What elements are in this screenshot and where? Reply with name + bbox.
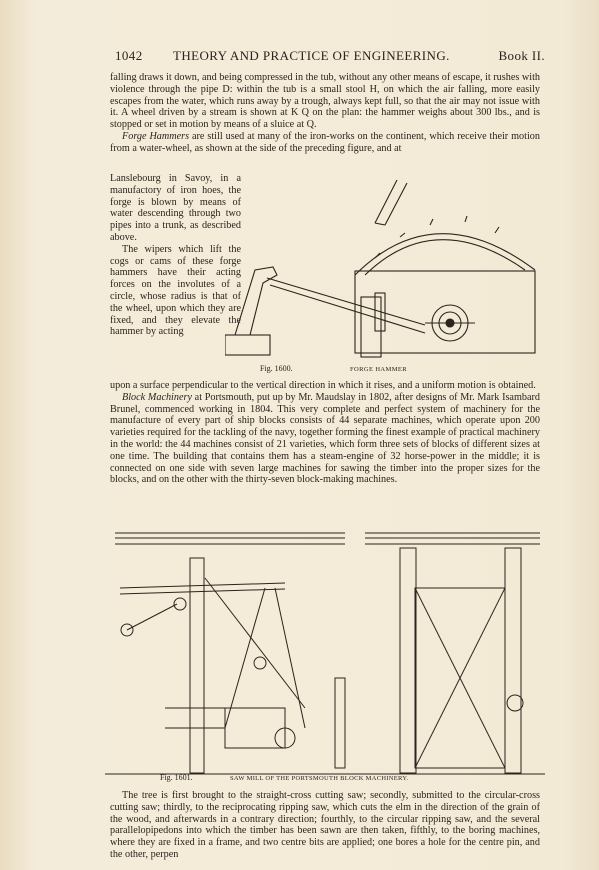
fig1600-caption: FORGE HAMMER (350, 366, 407, 373)
paragraph-text: at Portsmouth, put up by Mr. Maudslay in 1802, after designs of Mr. Mark Isambard Brunel, commenced working in 1804. This very complete and perfect system of machinery for the manufacture of every part of ship blocks consists of 44 separate machines, which operate upon 200 varieties required for the tackling of the navy, together forming the finest example of practical machinery in the world: the 44 machines consist of 21 varieties, which form three sets of blocks of different sizes at one time. The building that contains them has a steam-engine of 32 horse-power in the middle; it is connected on one side with seven large machines for sawing the timber into the proper sizes for the blocks, and on the other with the thirty-seven block-making machines. (110, 391, 540, 486)
section-heading: Block Machinery (122, 391, 192, 403)
column-paragraph: The wipers which lift the cogs or cams of these forge hammers have their acting forces on the involutes of a circle, whose radius is that of the wheel, upon which they are fixed, and they elevate the hammer by acting (110, 243, 241, 338)
section-heading: Forge Hammers (122, 130, 190, 142)
page-number: 1042 (115, 48, 143, 63)
saw-mill-illustration (105, 528, 545, 784)
paragraph-text: The tree is first brought to the straight-cross cutting saw; secondly, submitted to the circular-cross cutting saw; thirdly, to the reciprocating ripping saw, which cuts the elm in the direction of the grain of the wood, and afterwards in a contrary direction; fourthly, to the circular ripping saw, and the several parallelopipedons into which the timber has been sawn are then taken, fifthly, to the boring machines, where they are fixed in a frame, and two centre bits are applied; one bores a hole for the centre pin, and the other, perpen (110, 790, 540, 860)
paragraph-text: are still used at many of the iron-works on the continent, which receive their motion from a water-wheel, as shown at the side of the preceding figure, and at (110, 130, 540, 154)
paragraph-air-escape (110, 72, 540, 155)
paragraph-saw-sequence (110, 790, 540, 861)
paragraph-forge-hammers (110, 131, 540, 155)
paragraph-block-machinery (110, 392, 540, 486)
narrow-column-text (110, 173, 241, 338)
fig1600-label: Fig. 1600. (260, 364, 293, 373)
column-paragraph: Lanslebourg in Savoy, in a manufactory of iron hoes, the forge is blown by means of water descending through two pipes into a trunk, as described above. (110, 173, 241, 243)
paragraph-text: falling draws it down, and being compressed in the tub, without any other means of escape, it rushes with violence through the pipe D: within the tub is a small stool H, on which the air falling, more easily escapes from the water, which runs away by a trough, always kept full, so that the air may not issue with it. A wheel driven by a stream is shown at K Q on the plan: the hammer weighs about 300 lbs., and is stopped or set in motion by means of a sluice at Q. (110, 72, 540, 131)
fig1601-caption: SAW MILL OF THE PORTSMOUTH BLOCK MACHINERY. (230, 775, 409, 782)
fig1601-label: Fig. 1601. (160, 773, 193, 782)
forge-hammer-illustration (225, 175, 545, 380)
paragraph-text: upon a surface perpendicular to the vertical direction in which it rises, and a uniform motion is obtained. (110, 380, 536, 391)
book-label: Book II. (498, 48, 545, 63)
paragraph-uniform-motion (110, 380, 540, 486)
running-title: THEORY AND PRACTICE OF ENGINEERING. (173, 48, 450, 63)
